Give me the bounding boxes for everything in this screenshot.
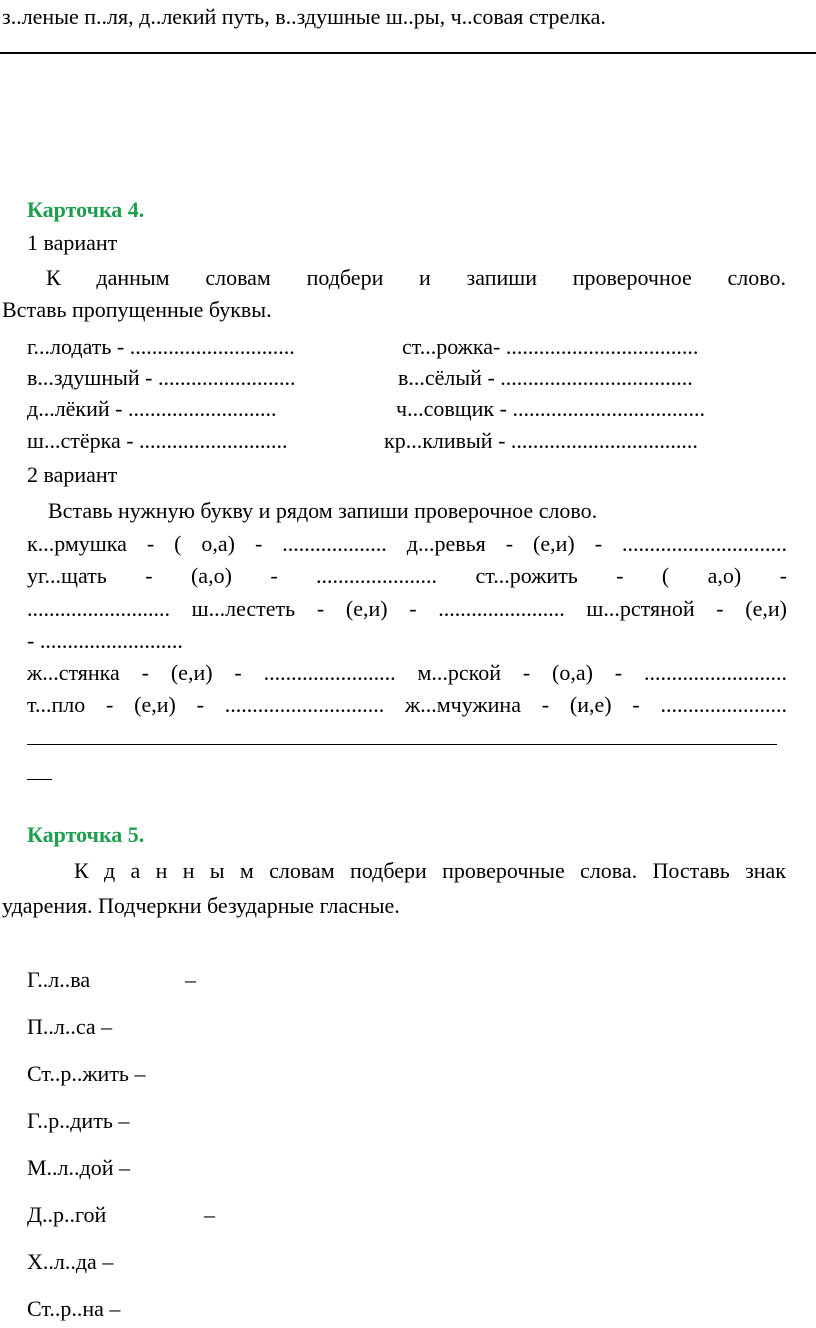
card4-variant1-label: 1 вариант bbox=[27, 230, 118, 255]
card5-instruction: К д а н н ы м словам подбери проверочные слова. Поставь знак bbox=[74, 858, 786, 883]
v1-row-1-left: г...лодать - .............................. bbox=[27, 334, 295, 359]
card4-answer-line bbox=[27, 744, 777, 745]
card5-word-3: Ст..р..жить – bbox=[27, 1061, 146, 1086]
card5-word-1: Г..л..ва bbox=[27, 967, 91, 992]
v2-line-2: уг...щать - (а,о) - ...................... ст...рожить - ( а,о) - bbox=[27, 563, 787, 588]
v2-line-1: к...рмушка - ( о,а) - ................... д...ревья - (е,и) - .............................. bbox=[27, 531, 787, 556]
v1-row-3-right: ч...совщик - ................................... bbox=[396, 396, 705, 421]
card5-word-4: Г..р..дить – bbox=[27, 1108, 130, 1133]
v1-row-1-right: ст...рожка- ................................... bbox=[402, 334, 699, 359]
top-divider bbox=[0, 52, 816, 54]
card4-variant2-instruction: Вставь нужную букву и рядом запиши проверочное слово. bbox=[48, 498, 598, 523]
card5-word-2: П..л..са – bbox=[27, 1014, 113, 1039]
v1-row-2-left: в...здушный - ......................... bbox=[27, 365, 296, 390]
v1-row-3-left: д...лёкий - ........................... bbox=[27, 396, 277, 421]
card4-variant2-label: 2 вариант bbox=[27, 462, 118, 487]
card5-word-5: М..л..дой – bbox=[27, 1155, 131, 1180]
card5-word-1-dash: – bbox=[185, 967, 196, 992]
card4-title: Карточка 4. bbox=[27, 197, 145, 222]
top-exercise-line: з..леные п..ля, д..лекий путь, в..здушные ш..ры, ч..совая стрелка. bbox=[2, 4, 606, 29]
v2-line-4: - .......................... bbox=[27, 628, 183, 653]
card5-instruction-cont: ударения. Подчеркни безударные гласные. bbox=[2, 893, 400, 918]
card4-answer-line-short bbox=[27, 779, 52, 780]
v2-line-3: .......................... ш...лестеть - (е,и) - ....................... ш...рстяной - (е,и) bbox=[27, 596, 787, 621]
card5-word-6: Д..р..гой bbox=[27, 1202, 107, 1227]
card5-word-6-dash: – bbox=[204, 1202, 215, 1227]
card5-word-7: Х..л..да – bbox=[27, 1249, 114, 1274]
card4-variant1-instruction-cont: Вставь пропущенные буквы. bbox=[2, 297, 272, 322]
v2-line-5: ж...стянка - (е,и) - ........................ м...рской - (о,а) - .......................... bbox=[27, 660, 787, 685]
card5-word-8: Ст..р..на – bbox=[27, 1296, 121, 1321]
v2-line-6: т...пло - (е,и) - ............................. ж...мчужина - (и,е) - ....................... bbox=[27, 692, 787, 717]
v1-row-2-right: в...сёлый - ................................... bbox=[398, 365, 693, 390]
v1-row-4-right: кр...кливый - .................................. bbox=[384, 428, 698, 453]
card4-variant1-instruction: К данным словам подбери и запиши проверочное слово. bbox=[46, 265, 786, 290]
card5-title: Карточка 5. bbox=[27, 822, 145, 847]
v1-row-4-left: ш...стёрка - ........................... bbox=[27, 428, 288, 453]
